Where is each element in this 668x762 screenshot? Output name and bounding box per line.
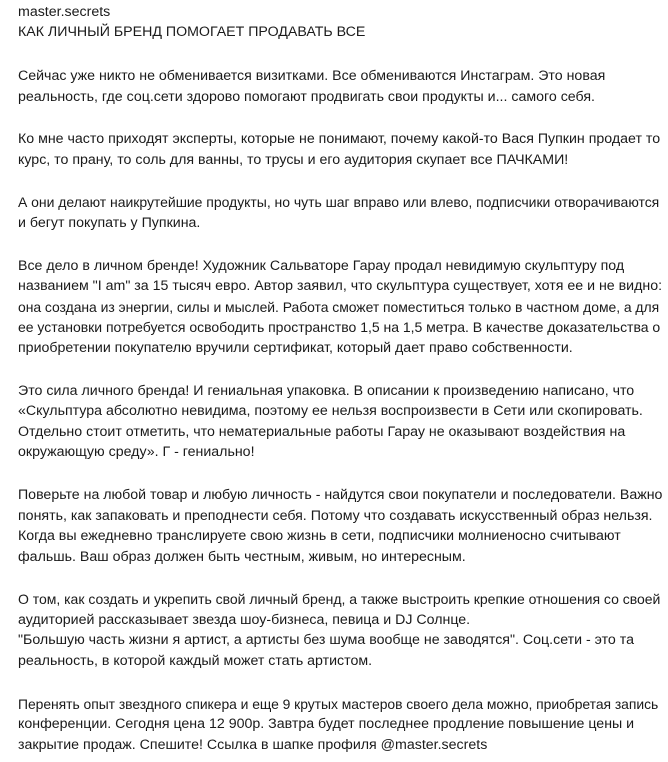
paragraph-6 <box>18 485 662 567</box>
paragraph-line: Сейчас уже никто не обменивается визитками. Все обмениваются Инстаграм. Это новая <box>18 68 606 84</box>
post-body <box>18 66 662 755</box>
paragraph-line: реальность, в которой каждый может стать артистом. <box>18 653 373 670</box>
paragraph-line: "Большую часть жизни я артист, а артисты без шума вообще не заводятся". Соц.сети - это та <box>18 632 634 649</box>
paragraph-line: конференции. Сегодня цена 12 900р. Завтра будет последнее продление повышение цены и <box>18 716 635 733</box>
paragraph-line: Отдельно стоит отметить, что нематериальные работы Гарау не оказывают воздействия на <box>18 423 626 440</box>
paragraph-line: приобретении покупателю вручили сертификат, который дает право собственности. <box>18 339 573 356</box>
paragraph-line: она создана из энергии, силы и мыслей. Работа сможет поместиться только в частном доме, а для <box>18 298 660 315</box>
paragraph-8 <box>18 694 662 756</box>
paragraph-line: реальность, где соц.сети здорово помогают продвигать свои продукты и... самого себя. <box>18 88 595 105</box>
paragraph-1 <box>18 66 662 107</box>
paragraph-line: Перенять опыт звездного спикера и еще 9 крутых мастеров своего дела можно, приобретая запись <box>18 695 659 712</box>
post-title: КАК ЛИЧНЫЙ БРЕНД ПОМОГАЕТ ПРОДАВАТЬ ВСЕ <box>18 24 366 40</box>
paragraph-line: О том, как создать и укрепить свой личный бренд, а также выстроить крепкие отношения со своей <box>18 591 661 608</box>
paragraph-line: фальшь. Ваш образ должен быть честным, живым, но интересным. <box>18 548 466 565</box>
paragraph-3 <box>18 192 662 233</box>
paragraph-4 <box>18 256 662 359</box>
paragraph-line: аудиторией рассказывает звезда шоу-бизнеса, певица и DJ Солнце. <box>18 611 471 628</box>
paragraph-line: «Скульптура абсолютно невидима, поэтому ее нельзя воспроизвести в Сети или скопировать. <box>18 403 643 420</box>
paragraph-line: названием "I am" за 15 тысяч евро. Автор заявил, что скульптура существует, хотя ее и не видно: <box>18 278 663 295</box>
paragraph-line: курс, то прану, то соль для ванны, то трусы и его аудитория скупает все ПАЧКАМИ! <box>18 151 569 168</box>
paragraph-line: ее установки потребуется освободить пространство 1,5 на 1,5 метра. В качестве доказательства о <box>18 319 661 336</box>
paragraph-5 <box>18 381 662 463</box>
paragraph-line: Ко мне часто приходят эксперты, которые не понимают, почему какой-то Вася Пупкин продает то <box>18 131 661 148</box>
paragraph-line: закрытие продаж. Спешите! Ссылка в шапке профиля @master.secrets <box>18 736 488 753</box>
account-name: master.secrets <box>18 4 111 20</box>
paragraph-7 <box>18 589 662 671</box>
paragraph-line: Поверьте на любой товар и любую личность - найдутся свои покупатели и последователи. Важно <box>18 486 663 503</box>
paragraph-line: Когда вы ежедневно транслируете свою жизнь в сети, подписчики молниеносно считывают <box>18 528 621 545</box>
paragraph-line: А они делают наикрутейшие продукты, но чуть шаг вправо или влево, подписчики отворачиваются <box>18 194 660 211</box>
paragraph-line: окружающую среду». Г - гениально! <box>18 444 255 461</box>
paragraph-line: и бегут покупать у Пупкина. <box>18 214 201 231</box>
paragraph-line: Это сила личного бренда! И гениальная упаковка. В описании к произведению написано, что <box>18 382 635 399</box>
paragraph-line: понять, как запаковать и преподнести себя. Потому что создавать искусственный образ нельзя. <box>18 507 653 524</box>
paragraph-2 <box>18 129 662 170</box>
paragraph-line: Все дело в личном бренде! Художник Сальваторе Гарау продал невидимую скульптуру под <box>18 257 625 274</box>
